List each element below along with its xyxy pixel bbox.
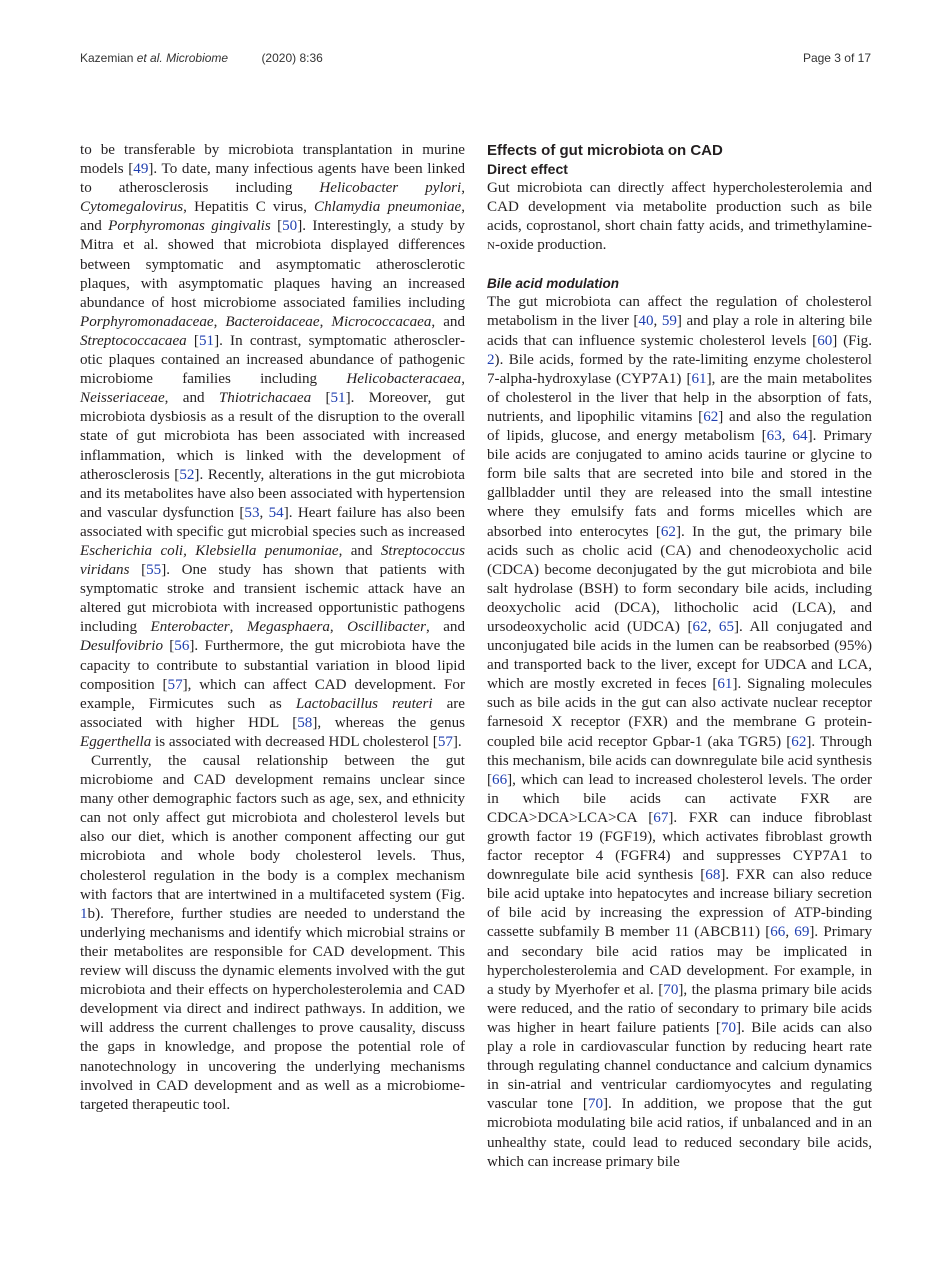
italic-term: Porphyromonas gingivalis <box>108 218 271 235</box>
italic-term: Cytomegalovirus <box>80 199 184 216</box>
small-caps-text: n <box>487 237 495 254</box>
left-column <box>80 141 465 1115</box>
citation-link[interactable]: 70 <box>587 1096 603 1113</box>
header-authors: Kazemian <box>80 51 134 65</box>
citation-link[interactable]: 62 <box>791 733 807 750</box>
citation-link[interactable]: 63 <box>766 428 782 445</box>
citation-link[interactable]: 57 <box>167 676 183 693</box>
paragraph: Currently, the causal relationship between the gut microbiome and CAD development remains unclear since many other demographic factors such as age, sex, and ethnicity can not only affect gut microbiota and cholesterol levels but also our diet, which is another component affecting our gut microbiota and whole body cholesterol levels. Thus, cholesterol regulation in the body is a complex mechanism with factors that are intertwined in a multifaceted system (Fig. 1b). Therefore, further studies are needed to understand the underlying mechanisms and identify which microbial strains or their metabolites are responsible for CAD development. This review will discuss the dynamic elements involved with the gut microbiota and their effects on hypercholesterolemia and CAD development via direct and indirect pathways. In addition, we will address the current challenges to prove causality, discuss the gaps in knowledge, and propose the potential role of nanotechnology in uncovering the underlying mechanisms involved in CAD development and as well as a microbiome-targeted therapeutic tool. <box>80 753 465 1113</box>
page-number: Page 3 of 17 <box>802 51 871 65</box>
header-etal: et al. <box>136 51 163 65</box>
citation-link[interactable]: 59 <box>661 313 677 330</box>
italic-term: Micrococcacaea <box>331 313 432 330</box>
citation-link[interactable]: 53 <box>244 504 260 521</box>
citation-link[interactable]: 68 <box>705 867 721 884</box>
citation-link[interactable]: 51 <box>330 390 346 407</box>
citation-link[interactable]: 62 <box>703 408 719 425</box>
citation-link[interactable]: 70 <box>720 1019 737 1036</box>
citation-link[interactable]: 69 <box>794 924 810 941</box>
italic-term: Enterobacter <box>150 619 230 636</box>
header-citation: (2020) 8:36 <box>261 51 323 65</box>
paragraph: The gut microbiota can affect the regulation of cholesterol metabolism in the liver [40, 59] and play a role in altering bile acids that can influence systemic cholesterol levels [60] (Fig. 2). Bile acids, formed by the rate-limiting enzyme cholesterol 7-alpha-hydroxylase (CYP7A1) [61], are the main metabolites of cholesterol in the liver that help in the absorption of fats, nutrients, and lipophilic vitamins [62] and also the regulation of lipids, glucose, and energy metabolism [63, 64]. Primary bile acids are conjugated to amino acids taurine or glycine to form bile salts that are secreted into bile and stored in the gallbladder until they are released into the small intestine where they emulsify fats and forms micelles which are absorbed into enterocytes [62]. In the gut, the primary bile acids such as cholic acid (CA) and chenodeoxycholic acid (CDCA) become deconjugated by the gut microbiota and bile salt hydrolase (BSH) to form secondary bile acids, including deoxycholic acid (DCA), lithocholic acid (LCA), and ursodeoxycholic acid (UDCA) [62, 65]. All conjugated and unconjugated bile acids in the lumen can be reabsorbed (95%) and transported back to the liver, except for UDCA and LCA, which are mostly excreted in feces [61]. Signaling molecules such as bile acids in the gut can also activate nuclear receptor farnesoid X receptor (FXR) and the membrane G protein-coupled bile acid receptor Gpbar-1 (aka TGR5) [62]. Through this mechanism, bile acids can downregulate bile acid synthesis [66], which can lead to increased cholesterol levels. The order in which bile acids can activate FXR are CDCA>DCA>LCA>CA [67]. FXR can induce fibroblast growth factor 19 (FGF19), which activates fibroblast growth factor receptor 4 (FGFR4) and suppresses CYP7A1 to downregulate bile acid synthesis [68]. FXR can also reduce bile acid uptake into hepatocytes and increase biliary secretion of bile acid by increasing the expression of ATP-binding cassette subfamily B member 11 (ABCB11) [66, 69]. Primary and secondary bile acid ratios may be implicated in hypercholesterolemia and CAD development. For example, in a study by Myerhofer et al. [70], the plasma primary bile acids were reduced, and the ratio of secondary to primary bile acids was higher in heart failure patients [70]. Bile acids can also play a role in cardiovascular function by reducing heart rate through regulating channel conductance and calcium dynamics in sin-atrial and ventricular cardiomyocytes and regulating vascular tone [70]. In addition, we propose that the gut microbiota modulating bile acid ratios, if unbalanced and in an unhealthy state, could lead to reduced secondary bile acids, which can increase primary bile <box>487 294 873 1170</box>
citation-link[interactable]: 57 <box>437 733 453 750</box>
italic-term: Megasphaera <box>246 619 330 636</box>
citation-link[interactable]: 54 <box>268 504 284 521</box>
citation-link[interactable]: 66 <box>492 771 508 788</box>
italic-term: Desulfovibrio <box>80 638 164 655</box>
citation-link[interactable]: 62 <box>660 523 676 540</box>
italic-term: Thiotrichacaea <box>218 390 312 407</box>
italic-term: Helicobacteracaea <box>346 371 462 388</box>
citation-link[interactable]: 49 <box>133 161 149 178</box>
citation-link[interactable]: 58 <box>297 714 313 731</box>
citation-link[interactable]: 50 <box>282 218 298 235</box>
subsubsection-heading: Bile acid modulation <box>487 276 620 292</box>
section-heading: Effects of gut microbiota on CAD <box>487 142 723 159</box>
italic-term: Eggerthella <box>80 733 152 750</box>
citation-link[interactable]: 64 <box>792 428 808 445</box>
citation-link[interactable]: 52 <box>179 466 195 483</box>
italic-term: Porphyromonadaceae <box>80 313 214 330</box>
citation-link[interactable]: 60 <box>817 332 833 349</box>
citation-link[interactable]: 67 <box>653 809 669 826</box>
citation-link[interactable]: 65 <box>718 618 735 635</box>
subsection-heading: Direct effect <box>487 161 568 177</box>
paragraph: Gut microbiota can directly affect hypercholesterolemia and CAD development via metabolite production such as bile acids, coprostanol, short chain fatty acids, and trimethylamine-n-oxide production. <box>487 180 872 254</box>
citation-link[interactable]: 61 <box>691 370 707 387</box>
citation-link[interactable]: 51 <box>198 332 215 349</box>
citation-link[interactable]: 56 <box>174 638 190 655</box>
header-journal: Microbiome <box>166 51 229 65</box>
italic-term: Neisseriaceae <box>80 390 165 407</box>
right-column <box>487 141 872 1172</box>
citation-link[interactable]: 70 <box>663 981 679 998</box>
italic-term: Helicobacter pylori <box>319 180 462 197</box>
italic-term: Bacteroidaceae <box>225 313 320 330</box>
italic-term: Chlamydia pneumoniae <box>314 199 462 216</box>
citation-link[interactable]: 40 <box>638 313 654 330</box>
italic-term: Escherichia coli, Klebsiella penumoniae <box>80 542 339 559</box>
italic-term: Streptococcacaea <box>80 332 187 349</box>
italic-term: Lactobacillus reuteri <box>295 695 433 712</box>
italic-term: Oscillibacter <box>347 619 426 636</box>
citation-link[interactable]: 1 <box>80 905 88 922</box>
paragraph: to be transferable by microbiota transplantation in murine models [49]. To date, many infectious agents have been linked to atherosclerosis including Helicobacter pylori, Cytomegalovirus, Hepatitis C virus, Chlamydia pneumoniae, and Porphyromonas gingivalis [50]. Interestingly, a study by Mitra et al. showed that microbiota displayed differences between symptomatic and asymptomatic atherosclerotic plaques, with asymptomatic plaques having an increased abundance of host microbiome associated families including Porphyromonadaceae, Bacteroidaceae, Micrococcacaea, and Streptococcacaea [51]. In contrast, symptomatic atherosclerotic plaques contained an increased abundance of pathogenic microbiome families including Helicobacteracaea, Neisseriaceae, and Thiotrichacaea [51]. Moreover, gut microbiota dysbiosis as a result of the disruption to the overall state of gut microbiota has been associated with increased inflammation, which is linked with the development of atherosclerosis [52]. Recently, alterations in the gut microbiota and its metabolites have also been associated with hypertension and vascular dysfunction [53, 54]. Heart failure has also been associated with specific gut microbial species such as increased Escherichia coli, Klebsiella penumoniae, and Streptococcus viridans [55]. One study has shown that patients with symptomatic stroke and transient ischemic attack have an altered gut microbiota with increased opportunistic pathogens including Enterobacter, Megasphaera, Oscillibacter, and Desulfovibrio [56]. Furthermore, the gut microbiota have the capacity to contribute to substantial variation in blood lipid composition [57], which can affect CAD development. For example, Firmicutes such as Lactobacillus reuteri are associated with higher HDL [58], whereas the genus Eggerthella is associated with decreased HDL cholesterol [57]. <box>80 142 466 750</box>
citation-link[interactable]: 66 <box>770 924 786 941</box>
italic-term: Streptococcus viridans <box>80 542 465 579</box>
citation-link[interactable]: 55 <box>146 562 162 579</box>
citation-link[interactable]: 61 <box>717 676 733 693</box>
citation-link[interactable]: 2 <box>487 351 495 368</box>
citation-link[interactable]: 62 <box>692 618 708 635</box>
running-header-citation <box>80 51 323 65</box>
